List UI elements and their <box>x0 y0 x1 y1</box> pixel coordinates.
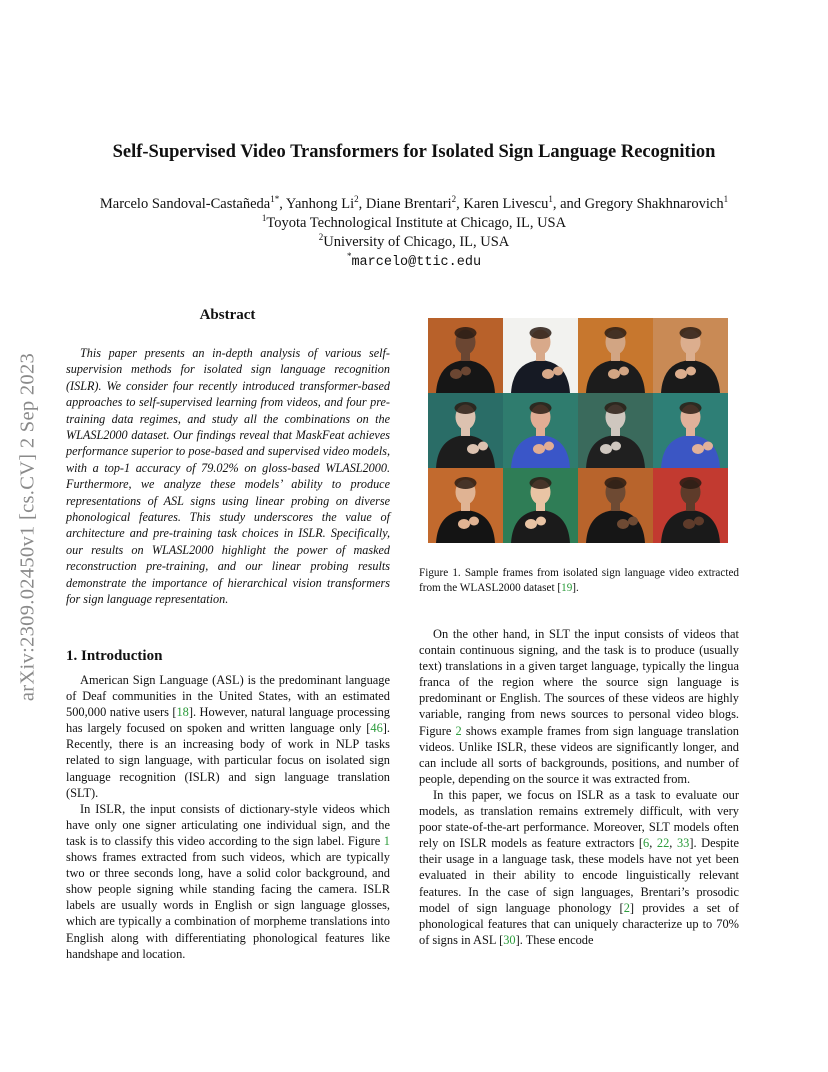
figure-link[interactable]: 1 <box>383 833 390 848</box>
figure-link[interactable]: 2 <box>455 723 462 738</box>
paragraph: In this paper, we focus on ISLR as a task to evaluate our models, as translation remains extremely difficult, with very poor state-of-the-art performance. Moreover, SLT models often rely on ISLR models as feature extractors [6, 22, 33]. Despite their usage in a language task, these models have not yet been evaluated in their ability to encode linguistically relevant features. In the case of sign languages, Brentari’s prosodic model of sign language phonology [2] provides a set of phonological features that can uniquely characterize up to 70% of signs in ASL [30]. These encode <box>419 787 739 947</box>
affiliation-text: University of Chicago, IL, USA <box>323 234 510 250</box>
sample-frame <box>653 468 728 543</box>
author-name: Karen Livescu <box>463 196 549 212</box>
arxiv-stamp <box>8 292 48 762</box>
sample-frame <box>503 318 578 393</box>
sample-frame <box>428 318 503 393</box>
sample-frame <box>653 393 728 468</box>
citation-link[interactable]: 46 <box>370 721 383 736</box>
figure-sample-frames <box>428 318 728 543</box>
paper-title: Self-Supervised Video Transformers for Isolated Sign Language Recognition <box>112 142 716 162</box>
citation-link[interactable]: 2 <box>623 900 630 915</box>
author-list: Marcelo Sandoval-Castañeda$^{1*}$, Yanhong Li$^2$, Diane Brentari$^2$, Karen Livescu$^1$, and Gregory Shakhnarovich$^1$ <box>99 194 729 212</box>
citation-link[interactable]: 6 <box>643 836 650 851</box>
arxiv-stamp-text: arXiv:2309.02450v1 [cs.CV] 2 Sep 2023 <box>16 352 39 702</box>
author-name: Gregory Shakhnarovich <box>584 196 724 212</box>
affiliation-mark: 1 <box>261 213 267 224</box>
sample-frame <box>578 468 653 543</box>
author-mark: 1* <box>270 194 280 205</box>
sample-frame <box>428 468 503 543</box>
paragraph: In ISLR, the input consists of dictionary-style videos which have only one signer articulating one individual sign, and the task is to classify this video according to the sign label. Figure 1 shows frames extracted from such videos, which are typically two or three seconds long, have a solid color background, and show people signing while standing facing the camera. ISLR labels are usually words in English or sign language glosses, which are typically a combination of morpheme translations into English along with differentiating phonological features like handshape and location. <box>66 801 390 961</box>
author-mark: 1 <box>548 194 553 205</box>
sample-frame <box>428 393 503 468</box>
citation-link[interactable]: 19 <box>561 582 573 594</box>
affiliation-mark: 2 <box>318 232 324 243</box>
citation-link[interactable]: 33 <box>676 836 690 851</box>
figure-caption: Figure 1. Sample frames from isolated sign language video extracted from the WLASL2000 dataset [19]. <box>419 567 739 594</box>
author-mark: 2 <box>451 194 457 205</box>
affiliation-text: Toyota Technological Institute at Chicago, IL, USA <box>266 215 567 231</box>
email-mark: * <box>346 251 352 262</box>
affiliation <box>0 233 828 252</box>
email-text: marcelo@ttic.edu <box>351 255 482 270</box>
author-name: Yanhong Li <box>285 196 355 212</box>
paragraph: American Sign Language (ASL) is the predominant language of Deaf communities in the United States, with an estimated 500,000 native users [18]. However, natural language processing has largely focused on spoken and written language only [46]. Recently, there is an increasing body of work in NLP tasks related to sign language, with particular focus on isolated sign language recognition (ISLR) and sign language translation (SLT). <box>66 673 390 800</box>
affiliation <box>0 214 828 233</box>
author-name: Marcelo Sandoval-Castañeda <box>99 196 271 212</box>
author-name: Diane Brentari <box>365 196 452 212</box>
citation-link[interactable]: 30 <box>503 932 516 947</box>
sample-frame <box>578 393 653 468</box>
author-mark: 2 <box>354 194 359 205</box>
section-heading-introduction: 1. Introduction <box>66 648 163 664</box>
paragraph: On the other hand, in SLT the input consists of videos that contain continuous signing, and the task is to produce (usually text) translations in a given target language, typically the lingua franca of the region where the source sign language is predominant or English. The sources of these videos are highly variable, ranging from news sources to personal video blogs. Figure 2 shows example frames from sign language translation videos. Unlike ISLR, these videos are significantly longer, and can include all sorts of backgrounds, positions, and number of people, depending on the source it was extracted from. <box>419 627 739 786</box>
abstract-heading: Abstract <box>199 307 256 323</box>
sample-frame <box>578 318 653 393</box>
author-block <box>0 195 828 272</box>
sample-frame <box>503 393 578 468</box>
right-column-body <box>419 626 739 948</box>
sample-frame <box>503 468 578 543</box>
left-column-body <box>66 672 390 962</box>
abstract-text: This paper presents an in-depth analysis of various self-supervision methods for isolated sign language recognition (ISLR). We consider four recently introduced transformer-based approaches to self-supervised learning from videos, and four pre-training data regimes, and study all the combinations on the WLASL2000 dataset. Our findings reveal that MaskFeat achieves performance superior to pose-based and supervised video models, with a top-1 accuracy of 79.02% on gloss-based WLASL2000. Furthermore, we analyze these models’ ability to produce representations of ASL signs using linear probing on diverse phonological features. This study underscores the value of architecture and pre-training task choices in ISLR. Specifically, our results on WLASL2000 highlight the power of masked reconstruction pre-training, and our linear probing results demonstrate the importance of hierarchical vision transformers for sign language representation. <box>66 346 390 607</box>
citation-link[interactable]: 18 <box>176 705 189 720</box>
sample-frame <box>653 318 728 393</box>
citation-link[interactable]: 22 <box>656 836 670 851</box>
author-mark: 1 <box>723 194 729 205</box>
author-email[interactable] <box>0 252 828 272</box>
